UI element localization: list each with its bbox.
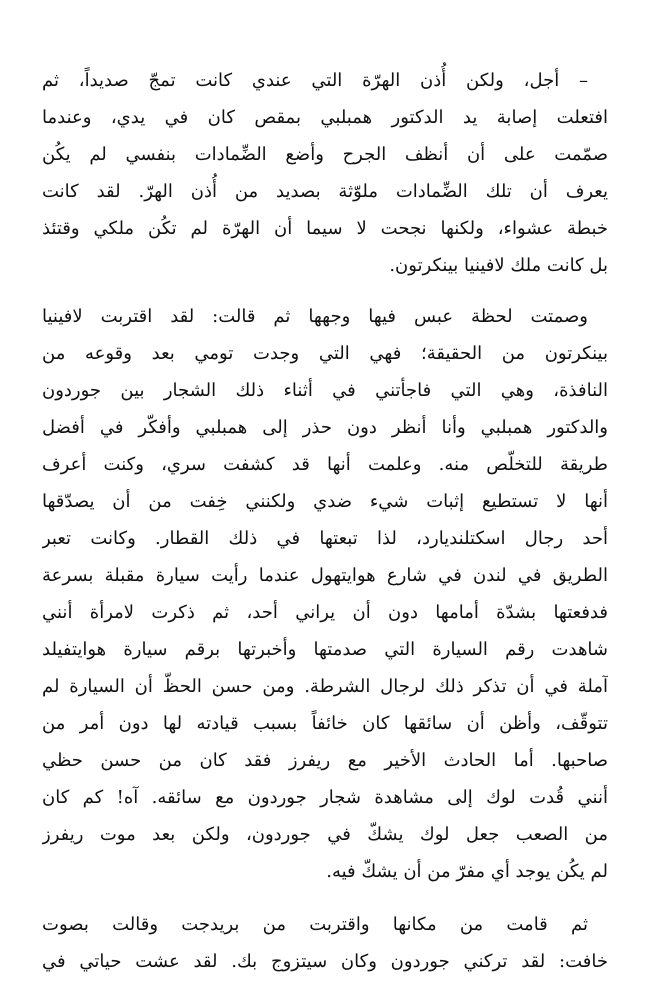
- paragraph-2: [42, 298, 608, 890]
- text-line: أنها لا تستطيع إثبات شيء ضدي ولكنني خِفت من أن يصدّقها: [42, 491, 608, 512]
- text-line: يعرف أن تلك الضِّمادات ملوّثة بصديد من أُذن الهرّ. لقد كانت: [42, 181, 608, 202]
- text-line: صمّمت على أن أنظف الجرح وأضع الضِّمادات بنفسي لم يكُن: [42, 144, 608, 165]
- paragraph-3: [42, 906, 608, 980]
- text-line: شاهدت رقم السيارة التي صدمتها وأخبرتها برقم سيارة هوايتفيلد: [42, 639, 608, 660]
- text-line: الطريق في لندن في شارع هوايتهول عندما رأيت سيارة مقبلة بسرعة: [42, 565, 608, 586]
- text-line: والدكتور همبلبي وأنا أنظر دون حذر إلى همبلبي وأفكّر في أفضل: [42, 417, 608, 438]
- text-line: ثم قامت من مكانها واقتربت من بريدجت وقالت بصوت: [42, 914, 588, 935]
- text-line: – أجل، ولكن أُذن الهرّة التي عندي كانت تمجّ صديداً، ثم: [42, 70, 588, 91]
- text-line: النافذة، وهي التي فاجأتني في أثناء ذلك الشجار بين جوردون: [42, 380, 608, 401]
- text-line: فدفعتها بشدّة أمامها دون أن يراني أحد، ثم ذكرت لامرأة أنني: [42, 602, 608, 623]
- text-line: صاحبها. أما الحادث الأخير مع ريفرز فقد كان من حسن حظي: [42, 750, 608, 771]
- text-line: بل كانت ملك لافينيا بينكرتون.: [389, 255, 608, 276]
- text-line: افتعلت إصابة يد الدكتور همبلبي بمقص كان في يدي، وعندما: [42, 107, 608, 128]
- text-line: لم يكُن يوجد أي مفرّ من أن يشكّ فيه.: [326, 861, 608, 882]
- text-line: آملة في أن تذكر ذلك لرجال الشرطة. ومن حسن الحظّ أن السيارة لم: [42, 676, 608, 697]
- text-line: طريقة للتخلّص منه. وعلمت أنها قد كشفت سري، وكنت أعرف: [42, 454, 608, 475]
- text-line: وصمتت لحظة عبس فيها وجهها ثم قالت: لقد اقتربت لافينيا: [42, 306, 588, 327]
- text-line: من الصعب جعل لوك يشكّ في جوردون، ولكن بعد موت ريفرز: [42, 824, 608, 845]
- text-line: أحد رجال اسكتلنديارد، لذا تبعتها في ذلك القطار. وكانت تعبر: [42, 528, 608, 549]
- text-line: خبطة عشواء، ولكنها نجحت لا سيما أن الهرّة لم تكُن ملكي وقتئذ: [42, 218, 608, 239]
- text-line: خافت: لقد تركني جوردون وكان سيتزوج بك. لقد عشت حياتي في: [42, 951, 608, 972]
- text-line: أنني قُدت لوك إلى مشاهدة شجار جوردون مع سائقه. آه! كم كان: [42, 787, 608, 808]
- text-line: تتوقّف، وأظن أن سائقها كان خائفاً بسبب قيادته لها دون أمر من: [42, 713, 608, 734]
- paragraph-1: [42, 62, 608, 284]
- text-line: بينكرتون من الحقيقة؛ فهي التي وجدت تومي بعد وقوعه من: [42, 343, 608, 364]
